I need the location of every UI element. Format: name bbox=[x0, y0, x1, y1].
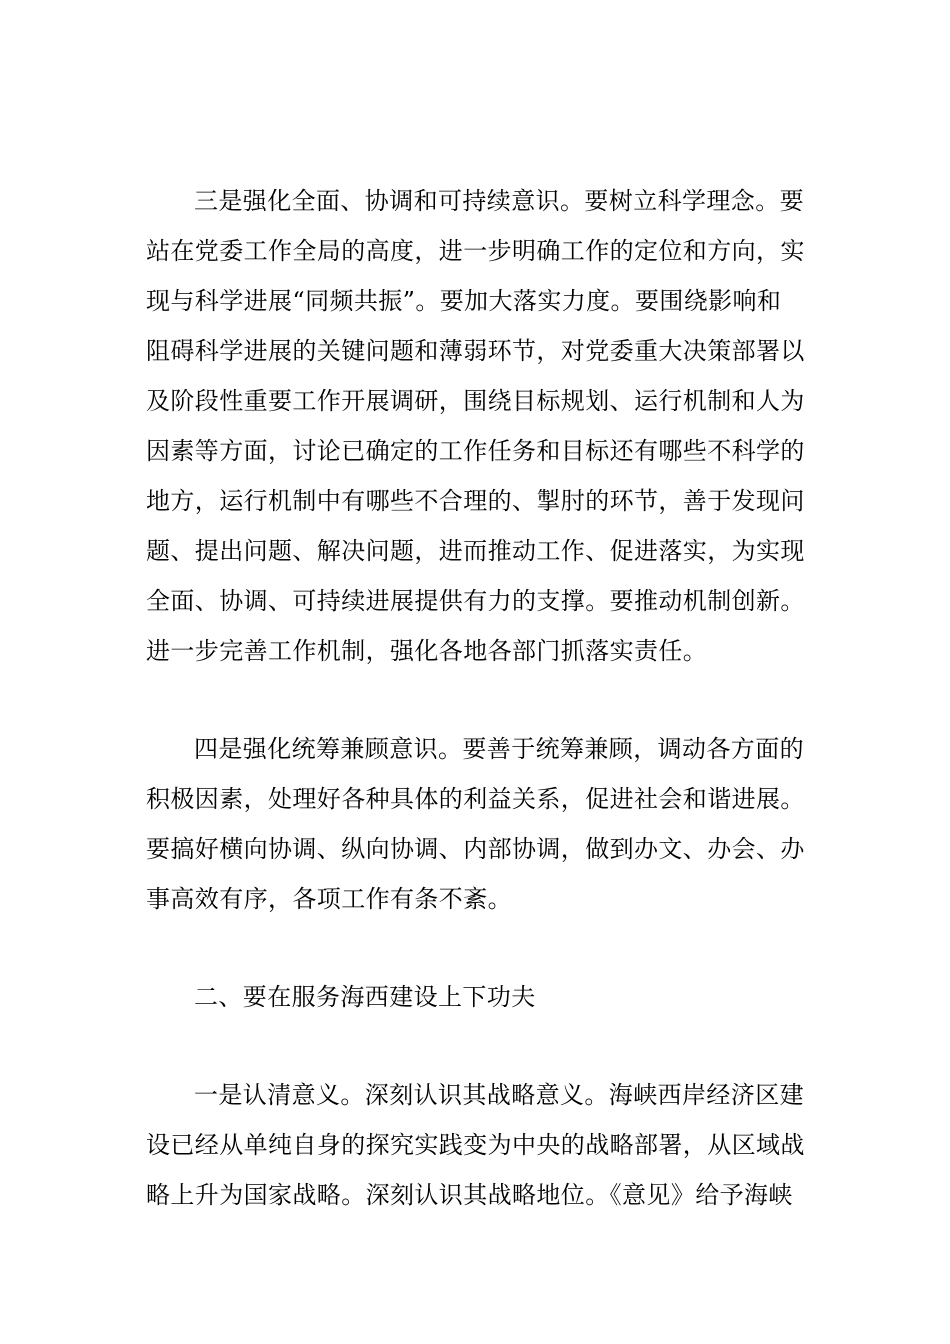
paragraph-line: 现与科学进展“同频共振”。要加大落实力度。要围绕影响和 bbox=[146, 287, 782, 315]
paragraph-line: 设已经从单纯自身的探究实践变为中央的战略部署，从区域战 bbox=[146, 1131, 805, 1159]
paragraph-line: 站在党委工作全局的高度，进一步明确工作的定位和方向，实 bbox=[146, 237, 805, 265]
paragraph-line: 及阶段性重要工作开展调研，围绕目标规划、运行机制和人为 bbox=[146, 387, 805, 415]
paragraph-line: 四是强化统筹兼顾意识。要善于统筹兼顾，调动各方面的 bbox=[194, 735, 804, 763]
paragraph-line: 事高效有序，各项工作有条不紊。 bbox=[146, 885, 512, 913]
paragraph-line: 要搞好横向协调、纵向协调、内部协调，做到办文、办会、办 bbox=[146, 835, 805, 863]
paragraph-line: 进一步完善工作机制，强化各地各部门抓落实责任。 bbox=[146, 637, 708, 665]
paragraph-line: 阻碍科学进展的关键问题和薄弱环节，对党委重大决策部署以 bbox=[146, 337, 805, 365]
heading-line: 二、要在服务海西建设上下功夫 bbox=[194, 983, 536, 1011]
paragraph-line: 因素等方面，讨论已确定的工作任务和目标还有哪些不科学的 bbox=[146, 437, 805, 465]
paragraph-line: 全面、协调、可持续进展提供有力的支撑。要推动机制创新。 bbox=[146, 587, 805, 615]
paragraph-line: 一是认清意义。深刻认识其战略意义。海峡西岸经济区建 bbox=[194, 1081, 804, 1109]
paragraph-line: 三是强化全面、协调和可持续意识。要树立科学理念。要 bbox=[194, 187, 804, 215]
paragraph-line: 积极因素，处理好各种具体的利益关系，促进社会和谐进展。 bbox=[146, 785, 805, 813]
paragraph-line: 题、提出问题、解决问题，进而推动工作、促进落实，为实现 bbox=[146, 537, 805, 565]
paragraph-line: 略上升为国家战略。深刻认识其战略地位。《意见》给予海峡 bbox=[146, 1181, 793, 1209]
paragraph-line: 地方，运行机制中有哪些不合理的、掣肘的环节，善于发现问 bbox=[146, 487, 805, 515]
